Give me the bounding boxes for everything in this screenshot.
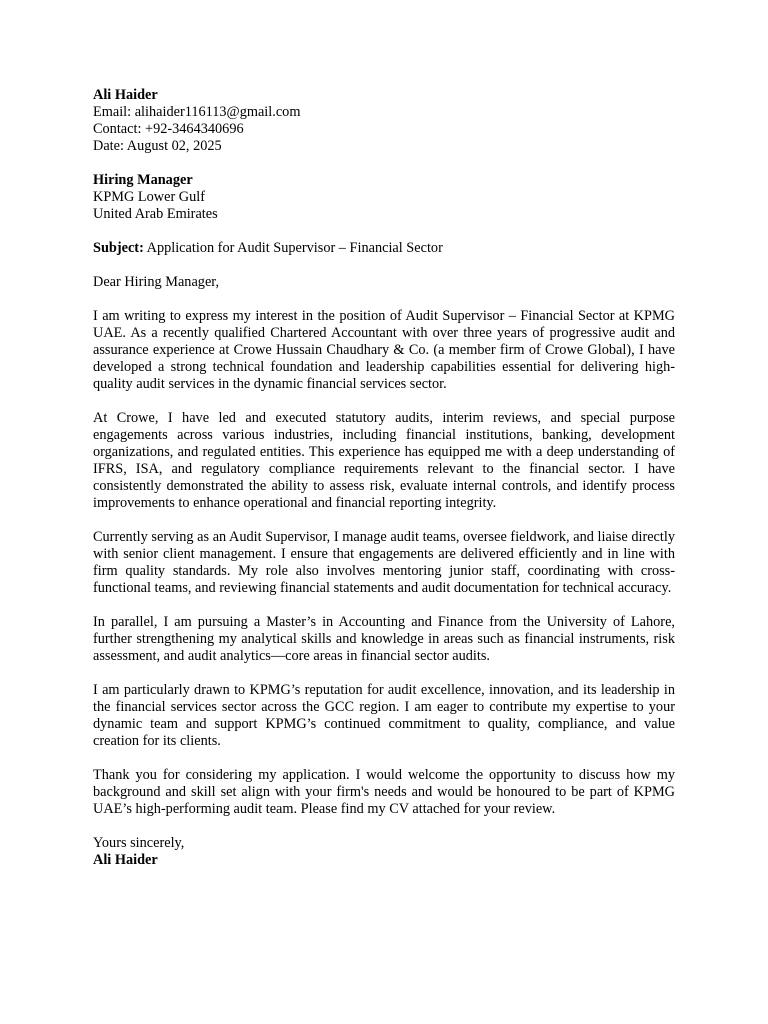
spacer (93, 291, 675, 308)
sender-contact: Contact: +92-3464340696 (93, 121, 244, 137)
sender-email: Email: alihaider116113@gmail.com (93, 104, 301, 120)
spacer (93, 665, 675, 682)
spacer (93, 818, 675, 835)
recipient-company: KPMG Lower Gulf (93, 189, 205, 205)
sender-block (93, 87, 675, 155)
spacer (93, 155, 675, 172)
body-paragraph-motivation: I am particularly drawn to KPMG’s reputation for audit excellence, innovation, and its leadership in the financial services sector across the GCC region. I am eager to contribute my expertise to your dynamic team and support KPMG’s continued commitment to quality, compliance, and value creation for its clients. (93, 682, 675, 749)
spacer (93, 750, 675, 767)
spacer (93, 597, 675, 614)
body-paragraph-intro: I am writing to express my interest in the position of Audit Supervisor – Financial Sector at KPMG UAE. As a recently qualified Chartered Accountant with over three years of progressive audit and assurance experience at Crowe Hussain Chaudhary & Co. (a member firm of Crowe Global), I have developed a strong technical foundation and leadership capabilities essential for delivering high-quality audit services in the dynamic financial services sector. (93, 308, 675, 392)
spacer (93, 393, 675, 410)
signature-name: Ali Haider (93, 852, 158, 868)
recipient-block (93, 172, 675, 223)
valediction: Yours sincerely, (93, 835, 185, 851)
cover-letter (93, 87, 675, 869)
recipient-location: United Arab Emirates (93, 206, 218, 222)
body-paragraph-current-role: Currently serving as an Audit Supervisor, I manage audit teams, oversee fieldwork, and liaise directly with senior client management. I ensure that engagements are delivered efficiently and in line with firm quality standards. My role also involves mentoring junior staff, coordinating with cross-functional teams, and reviewing financial statements and audit documentation for technical accuracy. (93, 529, 675, 596)
salutation: Dear Hiring Manager, (93, 274, 220, 290)
recipient-title: Hiring Manager (93, 172, 193, 188)
subject-line (93, 240, 675, 257)
body-paragraph-education: In parallel, I am pursuing a Master’s in Accounting and Finance from the University of Lahore, further strengthening my analytical skills and knowledge in areas such as financial instruments, risk assessment, and audit analytics—core areas in financial sector audits. (93, 614, 675, 664)
subject-text: Application for Audit Supervisor – Financial Sector (143, 240, 443, 256)
spacer (93, 257, 675, 274)
letter-date: Date: August 02, 2025 (93, 138, 222, 154)
spacer (93, 512, 675, 529)
body-paragraph-closing: Thank you for considering my application. I would welcome the opportunity to discuss how my background and skill set align with your firm's needs and would be honoured to be part of KPMG UAE’s high-performing audit team. Please find my CV attached for your review. (93, 767, 675, 817)
body-paragraph-experience: At Crowe, I have led and executed statutory audits, interim reviews, and special purpose engagements across various industries, including financial institutions, banking, development organizations, and regulated entities. This experience has equipped me with a deep understanding of IFRS, ISA, and regulatory compliance requirements relevant to the financial sector. I have consistently demonstrated the ability to assess risk, evaluate internal controls, and identify process improvements to enhance operational and financial reporting integrity. (93, 410, 675, 511)
subject-label: Subject: (93, 240, 144, 256)
sender-name: Ali Haider (93, 87, 158, 103)
spacer (93, 223, 675, 240)
